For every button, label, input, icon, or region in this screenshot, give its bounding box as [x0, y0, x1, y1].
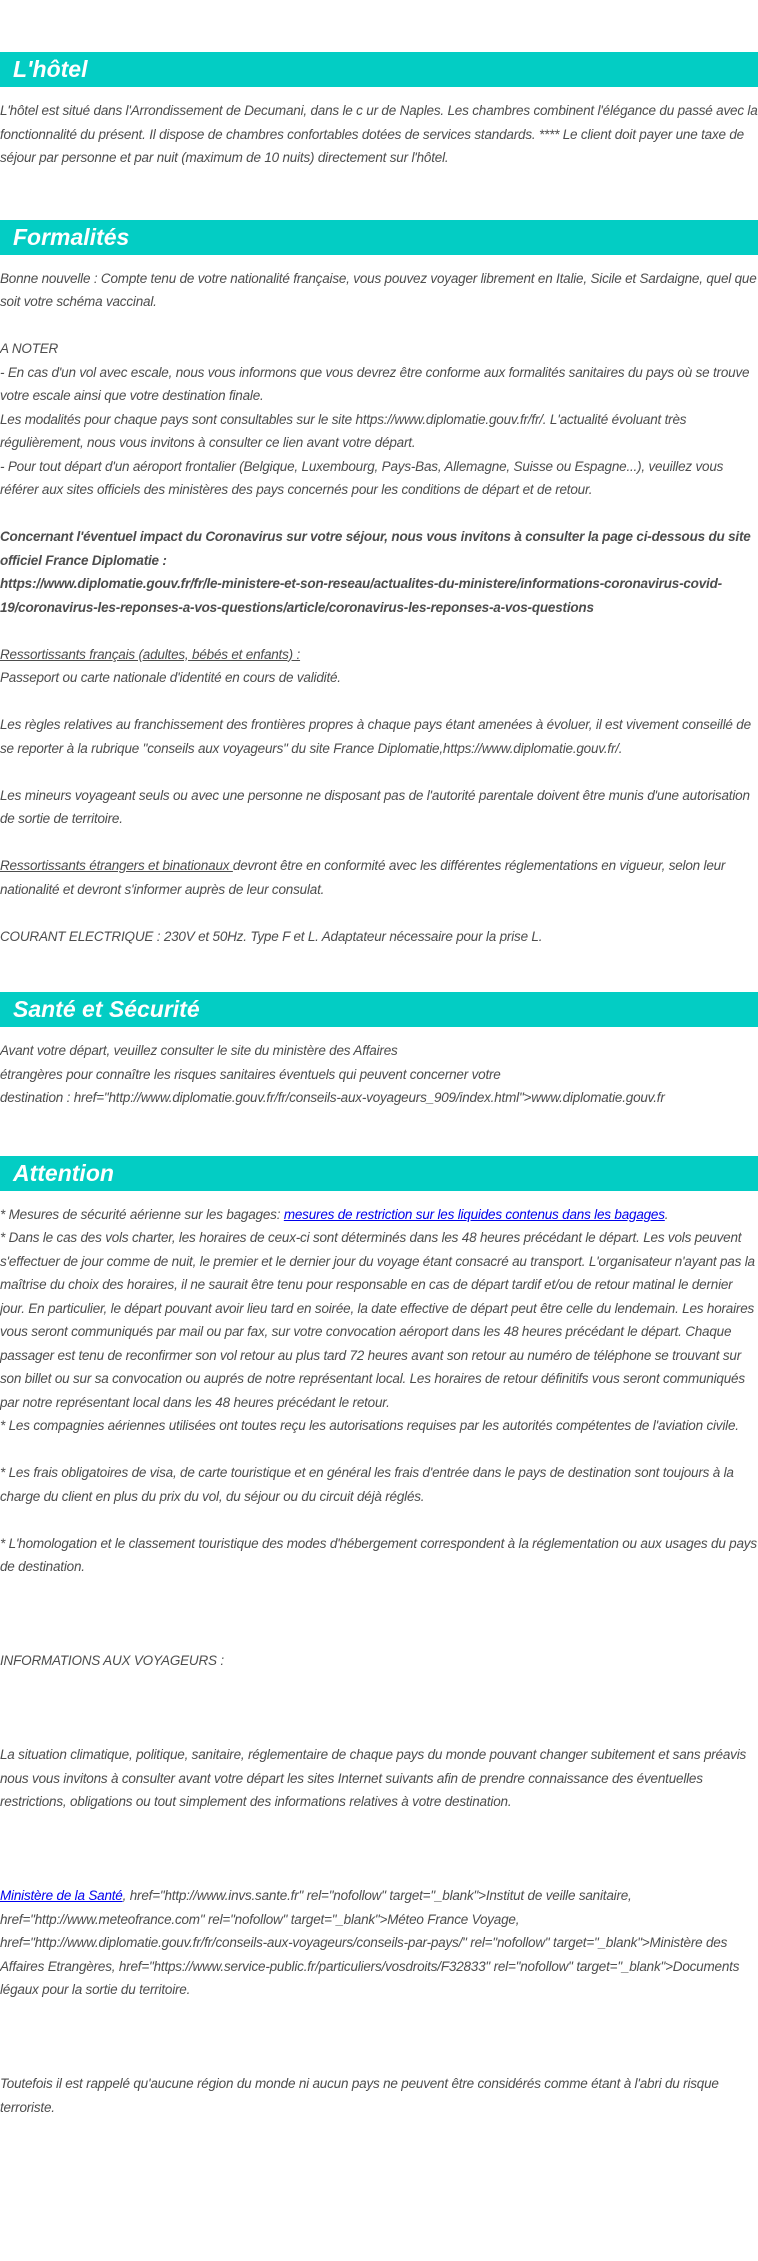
spacer — [0, 1508, 758, 1532]
sante-section-body — [0, 1039, 758, 1110]
formalites-mineurs-note: Les mineurs voyageant seuls ou avec une personne ne disposant pas de l'autorité parentale doivent être munis d'une autorisation de sortie de territoire. — [0, 787, 750, 826]
formalites-escale-note: - En cas d'un vol avec escale, nous vous informons que vous devrez être conforme aux formalités sanitaires du pays où se trouve votre escale ainsi que votre destination finale. — [0, 364, 750, 403]
spacer — [0, 502, 758, 526]
attention-frais-visa: * Les frais obligatoires de visa, de carte touristique et en général les frais d'entrée dans le pays de destination sont toujours à la charge du client en plus du prix du vol, du séjour ou du circuit déjà réglés. — [0, 1465, 734, 1504]
section-header-sante-securite — [0, 992, 758, 1027]
spacer — [0, 1673, 758, 1744]
spacer — [0, 760, 758, 784]
formalites-ressortissants-etrangers-text: devront être en conformité avec les différentes réglementations en vigueur, selon leur nationalité et devront s'informer auprès de leur consulat. — [0, 858, 726, 897]
formalites-section-body — [0, 267, 758, 949]
attention-sites-internet: nous vous invitons à consulter avant votre départ les sites Internet suivants afin de prendre connaissance des éventuelles restrictions, obligations ou tout simplement des informations relatives à votre destination. — [0, 1770, 703, 1809]
formalites-aeroport-frontalier-note: - Pour tout départ d'un aéroport frontalier (Belgique, Luxembourg, Pays-Bas, Allemagne, Suisse ou Espagne...), veuillez vous référer aux sites officiels des ministères des pays concernés pour les conditions de départ et de retour. — [0, 458, 724, 497]
attention-section-body — [0, 1203, 758, 2120]
spacer — [0, 1814, 758, 1885]
attention-bagages-prefix: * Mesures de sécurité aérienne sur les bagages: — [0, 1206, 284, 1222]
attention-situation-climatique: La situation climatique, politique, sanitaire, réglementaire de chaque pays du monde pouvant changer subitement et sans préavis — [0, 1747, 747, 1762]
attention-homologation: * L'homologation et le classement touristique des modes d'hébergement correspondent à la réglementation ou aux usages du pays de destination. — [0, 1535, 757, 1574]
attention-vols-charter: * Dans le cas des vols charter, les horaires de ceux-ci sont déterminés dans les 48 heures précédant le départ. Les vols peuvent s'effectuer de jour comme de nuit, le premier et le dernier jour du voyage étant consacré au transport. L'organisateur n'ayant pas la maîtrise du choix des horaires, il ne saurait être tenu pour responsable en cas de départ tardif et/ou de retour matinal le dernier jour. En particulier, le départ pouvant avoir lieu tard en soirée, la date effective de départ peut être celle du lendemain. Les horaires vous seront communiqués par mail ou par fax, sur votre convocation aéroport dans les 48 heures précédant le départ. Chaque passager est tenu de reconfirmer son vol retour au plus tard 72 heures avant son retour au numéro de téléphone se trouvant sur son billet ou sur sa convocation ou auprés de notre représentant local. Les horaires de retour définitifs vous seront communiqués par notre représentant local dans les 48 heures précédant le retour. — [0, 1230, 755, 1410]
section-title-formalites: Formalités — [13, 223, 130, 250]
attention-liens-utiles-text: , href="http://www.invs.sante.fr" rel="nofollow" target="_blank">Institut de veille sanitaire, href="http://www.meteofrance.com" rel="nofollow" target="_blank">Méteo France Voyage, href="http://www.diplomatie.gouv.fr/fr/conseils-aux-voyageurs/conseils-par-pays/" rel="nofollow" target="_blank">Ministère des Affaires Etrangères, href="https://www.service-public.fr/particuliers/vosdroits/F32833" rel="nofollow" target="_blank">Documents légaux pour la sortie du territoire. — [0, 1888, 740, 1997]
hotel-description: L'hôtel est situé dans l'Arrondissement de Decumani, dans le c ur de Naples. Les chambres combinent l'élégance du passé avec la fonctionnalité du présent. Il dispose de chambres confortables dotées de services standards. **** Le client doit payer une taxe de séjour par personne et par nuit (maximum de 10 nuits) directement sur l'hôtel. — [0, 103, 758, 165]
formalites-bonne-nouvelle: Bonne nouvelle : Compte tenu de votre nationalité française, vous pouvez voyager librement en Italie, Sicile et Sardaigne, quel que soit votre schéma vaccinal. — [0, 270, 757, 309]
spacer — [0, 901, 758, 925]
spacer — [0, 314, 758, 338]
liquids-restriction-link[interactable]: mesures de restriction sur les liquides contenus dans les bagages — [283, 1206, 665, 1222]
section-header-hotel — [0, 52, 758, 87]
hotel-section-body — [0, 99, 758, 170]
attention-bagages-suffix: . — [664, 1206, 669, 1222]
sante-line-2: étrangères pour connaître les risques sanitaires éventuels qui peuvent concerner votre — [0, 1066, 501, 1082]
formalites-courant-electrique: COURANT ELECTRIQUE : 230V et 50Hz. Type F et L. Adaptateur nécessaire pour la prise L. — [0, 928, 543, 944]
section-header-attention — [0, 1156, 758, 1191]
formalites-coronavirus-url: https://www.diplomatie.gouv.fr/fr/le-ministere-et-son-reseau/actualites-du-ministere/informations-coronavirus-covid-19/coronavirus-les-reponses-a-vos-questions/article/coronavirus-les-reponses-a-vos-questions — [0, 576, 722, 615]
formalites-ressortissants-etrangers-heading: Ressortissants étrangers et binationaux — [0, 858, 233, 873]
sante-line-3: destination : href="http://www.diplomatie.gouv.fr/fr/conseils-aux-voyageurs_909/index.html">www.diplomatie.gouv.fr — [0, 1090, 665, 1105]
section-title-sante-securite: Santé et Sécurité — [13, 996, 200, 1022]
section-header-formalites — [0, 220, 758, 255]
attention-compagnies-aeriennes: * Les compagnies aériennes utilisées ont toutes reçu les autorisations requises par les autorités compétentes de l'aviation civile. — [0, 1418, 739, 1433]
formalites-regles-frontieres: Les règles relatives au franchissement des frontières propres à chaque pays étant amenées à évoluer, il est vivement conseillé de se reporter à la rubrique "conseils aux voyageurs" du site France Diplomatie,https://www.diplomatie.gouv.fr/. — [0, 717, 751, 756]
spacer — [0, 619, 758, 643]
formalites-passeport-note: Passeport ou carte nationale d'identité en cours de validité. — [0, 670, 341, 685]
attention-bagages — [0, 1203, 758, 1227]
spacer — [0, 1579, 758, 1650]
section-title-hotel: L'hôtel — [13, 56, 88, 82]
formalites-ressortissants-francais-heading: Ressortissants français (adultes, bébés et enfants) : — [0, 646, 301, 662]
section-title-attention: Attention — [13, 1159, 114, 1186]
sante-line-1: Avant votre départ, veuillez consulter le site du ministère des Affaires — [0, 1043, 398, 1058]
formalites-ressortissants-etrangers — [0, 854, 758, 901]
spacer — [0, 831, 758, 855]
spacer — [0, 1438, 758, 1462]
attention-risque-terroriste: Toutefois il est rappelé qu'aucune région du monde ni aucun pays ne peuvent être considérés comme étant à l'abri du risque terroriste. — [0, 2076, 719, 2115]
spacer — [0, 2002, 758, 2073]
formalites-a-noter: A NOTER — [0, 341, 59, 356]
formalites-modalites-note: Les modalités pour chaque pays sont consultables sur le site https://www.diplomatie.gouv.fr/fr/. L'actualité évoluant très régulièrement, nous vous invitons à consulter ce lien avant votre départ. — [0, 411, 687, 450]
ministere-sante-link[interactable]: Ministère de la Santé — [0, 1888, 123, 1903]
spacer — [0, 690, 758, 714]
formalites-coronavirus-notice: Concernant l'éventuel impact du Coronavirus sur votre séjour, nous vous invitons à consulter la page ci-dessous du site officiel France Diplomatie : — [0, 529, 751, 568]
attention-informations-voyageurs-heading: INFORMATIONS AUX VOYAGEURS : — [0, 1653, 224, 1668]
attention-liens-utiles — [0, 1884, 758, 2002]
